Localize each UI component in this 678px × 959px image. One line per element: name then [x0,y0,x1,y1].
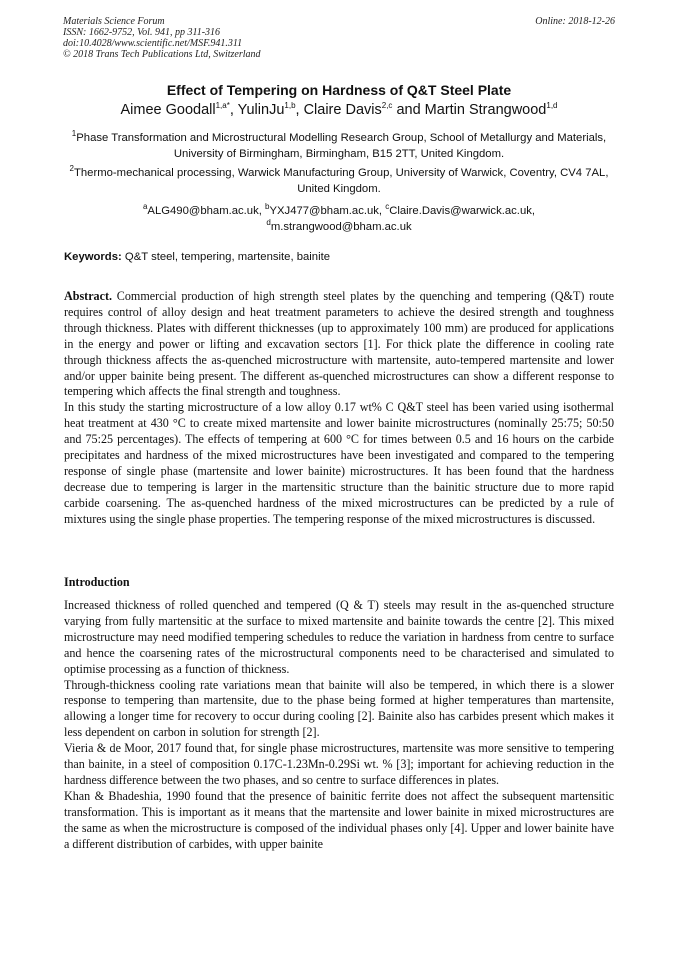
affiliation-sup: 1 [71,129,77,139]
introduction-paragraph: Increased thickness of rolled quenched and tempered (Q & T) steels may result in the as-quenched structure varying from fully martensitic at the surface to mixed martensite and bainite towards the centre [2]. This mixed microstructure may need modified tempering schedules to reduce the variation in hardness from centre to surface and hence the coarsening rates of the microstructural components need to be characterised and simulated to optimise processing as a function of thickness. [64,598,614,676]
introduction-paragraph: Khan & Bhadeshia, 1990 found that the presence of bainitic ferrite does not affect the subsequent martensitic transformation. This is important as it means that the martensite and lower bainite in mixed microstructures are the same as when the microstructure is composed of the individual phases only [4]. Upper and lower bainite have a different distribution of carbides, with upper bainite [64,788,614,851]
author-name: Aimee Goodall [120,102,216,118]
introduction-paragraph: Through-thickness cooling rate variations mean that bainite will also be tempered, in which there is a slower response to tempering than martensite, due to the phase being formed at higher temperatures than martensite, allowing a longer time for recovery to occur during cooling [2]. Bainite also has carbides present which makes it less dependent on carbon in solution for strength [2]. [64,677,614,740]
page-header [63,16,615,60]
abstract-label: Abstract. [64,289,113,303]
author-sup: 1,a* [215,101,230,111]
journal-issn: ISSN: 1662-9752, Vol. 941, pp 311-316 [63,27,221,38]
paper-title: Effect of Tempering on Hardness of Q&T Steel Plate [166,82,512,98]
introduction-paragraph: Vieria & de Moor, 2017 found that, for single phase microstructures, martensite was more sensitive to tempering than bainite, in a steel of composition 0.17C-1.23Mn-0.29Si wt. % [3]; important for achieving reduction in the hardness difference between the two phases, and so centre to surface differences in plates. [64,741,614,787]
email-sup: b [265,202,270,212]
online-date: Online: 2018-12-26 [535,16,615,27]
author-sup: 2,c [381,101,393,111]
email-list: $^a$ALG490@bham.ac.uk, $^b$YXJ477@bham.ac.uk, $^c$Claire.Davis@warwick.ac.uk, $^d$m.strangwood@bham.ac.uk [142,202,536,233]
author-separator: , [295,102,304,118]
abstract-text: Commercial production of high strength steel plates by the quenching and tempering (Q&T) route requires control of alloy design and heat treatment parameters to achieve the desired strength and toughness through thickness. Plates with different thicknesses (up to approximately 100 mm) are produced for applications in the energy and power or lifting and excavation sectors [1]. For thick plate the difference in cooling rate through thickness affects the as-quenched microstructure with martensite, auto-tempered martensite and lower and/or upper bainite being present. The different as-quenched microstructures can show a different response to tempering which affects the final strength and toughness. [64,289,614,399]
affiliation-text: Phase Transformation and Microstructural Modelling Research Group, School of Metallurgy and Materials, University of Birmingham, Birmingham, B15 2TT, United Kingdom. [76,132,607,160]
author-list [30,102,648,118]
journal-copyright: © 2018 Trans Tech Publications Ltd, Switzerland [63,49,261,60]
affiliation-2 [64,165,614,197]
email-sup: a [142,202,148,212]
journal-name: Materials Science Forum [63,16,165,27]
keywords [64,251,614,263]
email-address[interactable]: ALG490@bham.ac.uk [147,205,259,217]
introduction-heading: Introduction [64,575,130,589]
author-separator: and [392,102,425,118]
author-name: Martin Strangwood [424,102,547,118]
affiliation-1 [64,130,614,162]
email-address[interactable]: m.strangwood@bham.ac.uk [270,221,412,233]
affiliation-sup: 2 [69,164,74,174]
keywords-label: Keywords: [64,251,122,263]
email-sup: c [385,202,390,212]
keywords-text: Q&T steel, tempering, martensite, bainite [124,251,331,263]
author-name: YulinJu [237,102,285,118]
journal-info [63,16,615,60]
author-separator: , [229,102,238,118]
author-name: Claire Davis [303,102,382,118]
affiliation-text: Thermo-mechanical processing, Warwick Manufacturing Group, University of Warwick, Coventry, CV4 7AL, United Kingdom. [73,167,609,195]
introduction-body [64,598,614,853]
author-sup: 1,b [284,101,296,111]
abstract [64,289,614,528]
abstract-paragraph-2: In this study the starting microstructure of a low alloy 0.17 wt% C Q&T steel has been varied using isothermal heat treatment at 430 °C to create mixed martensite and lower bainite microstructures (nominally 25:75; 50:50 and 75:25 percentages). The effects of tempering at 600 °C for times between 0.5 and 16 hours on the carbide precipitates and hardness of the mixed microstructures have been investigated and compared to the tempering response of single phase (martensite and lower bainite) microstructures. It has been found that the hardness decrease due to tempering is larger in the martensitic structure than the bainitic structure due to more rapid carbide coarsening. The as-quenched hardness of the mixed microstructures can be predicted by a rule of mixtures using the single phase properties. The tempering response of the mixed microstructures is discussed. [64,400,614,526]
abstract-paragraph-1 [64,289,614,400]
journal-doi: doi:10.4028/www.scientific.net/MSF.941.311 [63,38,243,49]
email-address[interactable]: YXJ477@bham.ac.uk [269,205,379,217]
author-sup: 1,d [546,101,558,111]
email-sup: d [266,218,271,228]
email-address[interactable]: Claire.Davis@warwick.ac.uk [389,205,532,217]
